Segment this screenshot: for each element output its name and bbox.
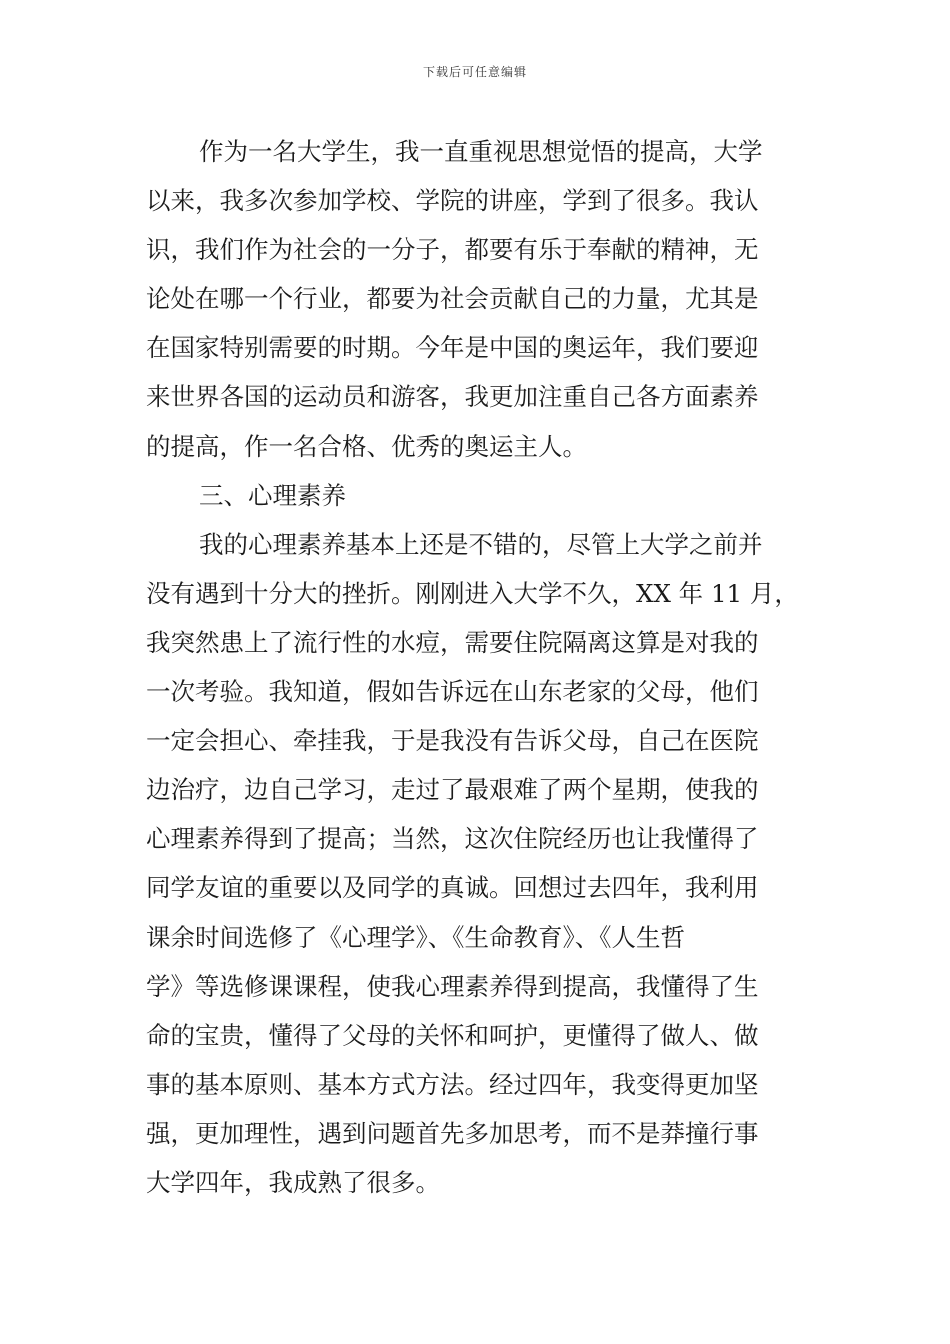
paragraph-line: 命的宝贵，懂得了父母的关怀和呵护，更懂得了做人、做 <box>146 1020 759 1050</box>
paragraph-line: 事的基本原则、基本方式方法。经过四年，我变得更加坚 <box>146 1069 759 1099</box>
paragraph-line: 论处在哪一个行业，都要为社会贡献自己的力量，尤其是 <box>146 284 759 314</box>
paragraph-line: 同学友谊的重要以及同学的真诚。回想过去四年，我利用 <box>146 873 759 903</box>
paragraph-line: 边治疗，边自己学习，走过了最艰难了两个星期，使我的 <box>146 775 759 805</box>
paragraph-line: 我突然患上了流行性的水痘，需要住院隔离这算是对我的 <box>146 627 759 657</box>
paragraph-line: 强，更加理性，遇到问题首先多加思考，而不是莽撞行事 <box>146 1118 759 1148</box>
paragraph-line: 识，我们作为社会的一分子，都要有乐于奉献的精神，无 <box>146 235 759 265</box>
paragraph-line: 作为一名大学生，我一直重视思想觉悟的提高，大学 <box>199 137 763 166</box>
paragraph-line: 心理素养得到了提高；当然，这次住院经历也让我懂得了 <box>146 824 759 854</box>
document-body <box>146 127 806 1207</box>
paragraph-line: 的提高，作一名合格、优秀的奥运主人。 <box>146 431 587 461</box>
paragraph-line: 我的心理素养基本上还是不错的，尽管上大学之前并 <box>199 529 763 559</box>
paragraph-line: 学》等选修课课程，使我心理素养得到提高，我懂得了生 <box>146 971 759 1001</box>
paragraph-line: 一定会担心、牵挂我，于是我没有告诉父母，自己在医院 <box>146 726 759 756</box>
paragraph-line: 大学四年，我成熟了很多。 <box>146 1167 440 1197</box>
paragraph-line: 以来，我多次参加学校、学院的讲座，学到了很多。我认 <box>146 186 759 216</box>
paragraph-line: 来世界各国的运动员和游客，我更加注重自己各方面素养 <box>146 382 759 412</box>
paragraph-psychological-quality <box>146 520 806 1207</box>
page-header: 下载后可任意编辑 <box>422 65 527 79</box>
paragraph-line: 在国家特别需要的时期。今年是中国的奥运年，我们要迎 <box>146 333 759 363</box>
paragraph-political-awareness <box>146 127 806 471</box>
paragraph-line: 没有遇到十分大的挫折。刚刚进入大学不久，XX 年 11 月， <box>146 578 799 608</box>
paragraph-line: 课余时间选修了《心理学》、《生命教育》、《人生哲 <box>146 922 685 952</box>
section-heading: 三、心理素养 <box>199 480 346 510</box>
paragraph-line: 一次考验。我知道，假如告诉远在山东老家的父母，他们 <box>146 677 759 707</box>
